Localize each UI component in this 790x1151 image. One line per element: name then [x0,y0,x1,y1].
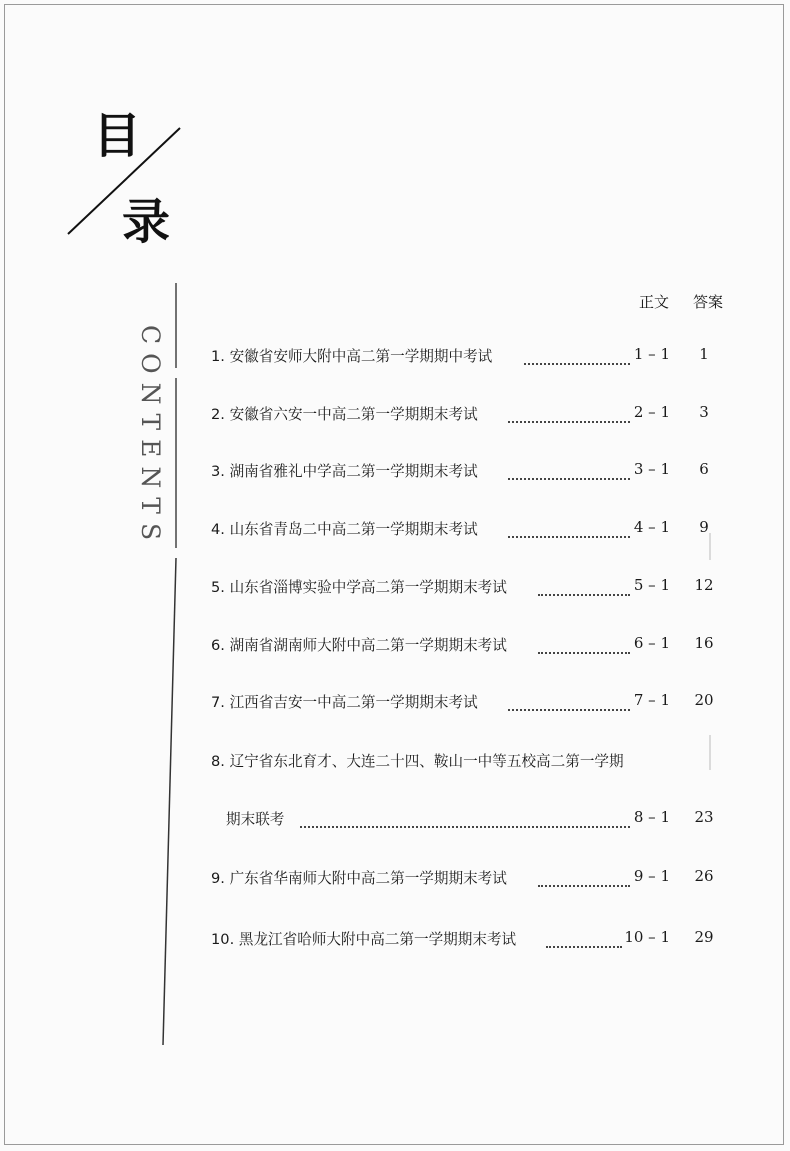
toc-title: 7. 江西省吉安一中高二第一学期期末考试 [211,694,478,711]
toc-title-continued: 期末联考 [226,811,285,828]
toc-page: 3 – 1 [633,460,670,478]
toc-answer-page: 12 [694,576,714,594]
toc-answer-page: 23 [694,808,714,826]
toc-title: 9. 广东省华南师大附中高二第一学期期末考试 [211,870,507,887]
toc-title: 10. 黑龙江省哈师大附中高二第一学期期末考试 [211,931,517,948]
column-header-body: 正文 [639,293,670,311]
toc-answer-page: 16 [694,634,714,652]
toc-page: 5 – 1 [633,576,670,594]
toc-title: 1. 安徽省安师大附中高二第一学期期中考试 [211,348,493,365]
title-top-char: 目 [93,108,142,164]
toc-answer-page: 20 [694,691,714,709]
toc-page: 4 – 1 [633,518,670,536]
contents-label: CONTENTS [136,325,165,550]
toc-title: 8. 辽宁省东北育才、大连二十四、鞍山一中等五校高二第一学期 [211,753,624,770]
toc-page: 1 – 1 [633,345,670,363]
toc-answer-page: 1 [699,345,709,363]
toc-answer-page: 29 [694,928,714,946]
column-header-answer: 答案 [693,293,724,311]
toc-answer-page: 26 [694,867,714,885]
toc-page: 10 – 1 [624,928,670,946]
toc-answer-page: 9 [699,518,709,536]
toc-title: 2. 安徽省六安一中高二第一学期期末考试 [211,406,478,423]
toc-page: 8 – 1 [633,808,670,826]
toc-title: 3. 湖南省雅礼中学高二第一学期期末考试 [211,463,478,480]
toc-page: 2 – 1 [633,403,670,421]
toc-title: 6. 湖南省湖南师大附中高二第一学期期末考试 [211,637,507,654]
toc-title: 4. 山东省青岛二中高二第一学期期末考试 [211,521,478,538]
toc-page: 6 – 1 [633,634,670,652]
toc-answer-page: 6 [699,460,709,478]
toc-title: 5. 山东省淄博实验中学高二第一学期期末考试 [211,579,507,596]
toc-page: 9 – 1 [633,867,670,885]
toc-answer-page: 3 [699,403,709,421]
title-bottom-char: 录 [122,194,171,250]
toc-page: 7 – 1 [633,691,670,709]
